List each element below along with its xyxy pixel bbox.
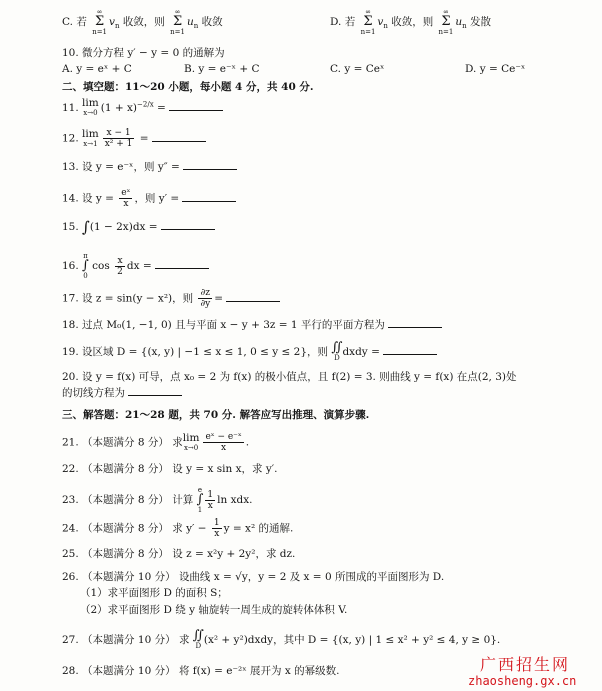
answer-blank [128, 386, 182, 396]
q19: 19. 设区域 D = {(x, y) | −1 ≤ x ≤ 1, 0 ≤ y ≤ 2}，则 ∬ D dxdy = [62, 342, 437, 362]
q23: 23. （本题满分 8 分） 计算 e ∫ 1 $\frac{1}{x}$ ln xdx. [62, 486, 253, 514]
sum-symbol: ∞ Σ n=1 [92, 8, 108, 36]
answer-blank [388, 318, 442, 328]
q16: 16. π ∫ 0 cos $\frac{x}{2}$ dx = [62, 252, 209, 280]
q26-part-1: （1）求平面图形 D 的面积 S； [80, 587, 228, 599]
q26: 26. （本题满分 10 分） 设曲线 x = √y，y = 2 及 x = 0 所围成的平面图形为 D. [62, 571, 445, 583]
q11: 11. lim x→0 $(1 + x)^{-2/x}$ = [62, 98, 223, 118]
q24: 24. （本题满分 8 分） 求 y′ − $\frac{1}{x}$ y = x² 的通解. [62, 518, 294, 539]
q10-options: A. y = eˣ + C B. y = e⁻ˣ + C C. y = Ceˣ D. y = Ce⁻ˣ [62, 63, 526, 75]
answer-blank [182, 192, 236, 202]
q15: 15. ∫(1 − 2x)dx = [62, 220, 215, 234]
q21: 21. （本题满分 8 分） 求 lim x→0 $\frac{\text{eˣ − e⁻ˣ}}{x}$ . [62, 431, 250, 453]
q27: 27. （本题满分 10 分） 求 ∬ D (x² + y²)dxdy，其中 D = {(x, y) | 1 ≤ x² + y² ≤ 4, y ≥ 0}. [62, 628, 501, 650]
q28: 28. （本题满分 10 分） 将 f(x) = e⁻²ˣ 展开为 x 的幂级数. [62, 665, 340, 677]
answer-blank [169, 101, 223, 111]
answer-blank [155, 259, 209, 269]
q25: 25. （本题满分 8 分） 设 z = x²y + 2y²，求 dz. [62, 548, 296, 560]
q9-option-d: D. 若 ∞ Σ n=1 $v_n$ 收敛，则 ∞ Σ n=1 $u_n$ 发散 [330, 8, 491, 36]
answer-blank [383, 345, 437, 355]
q9-option-c: C. 若 ∞ Σ n=1 $v_n$ 收敛，则 ∞ Σ n=1 $u_n$ 收敛 [62, 8, 223, 36]
q14: 14. 设 y = $\frac{\text{eˣ}}{x}$ ，则 y′ = [62, 188, 236, 209]
q26-part-2: （2）求平面图形 D 绕 y 轴旋转一周生成的旋转体体积 V. [80, 604, 348, 616]
section-2-heading: 二、填空题：11～20 小题，每小题 4 分，共 40 分. [62, 81, 314, 93]
q13: 13. 设 y = e⁻ˣ，则 y″ = [62, 160, 237, 174]
section-3-heading: 三、解答题：21～28 题，共 70 分. 解答应写出推理、演算步骤. [62, 409, 370, 421]
q18: 18. 过点 M₀(1, −1, 0) 且与平面 x − y + 3z = 1 平行的平面方程为 [62, 318, 442, 332]
watermark-cn: 广西招生网 [480, 655, 571, 674]
answer-blank [161, 220, 215, 230]
double-integral-symbol: ∬ [192, 628, 204, 643]
answer-blank [226, 292, 280, 302]
integral-symbol: ∫ [82, 258, 89, 273]
answer-blank [152, 132, 206, 142]
q17: 17. 设 z = sin(y − x²)，则 $\frac{\partial z}{\partial y}$ = [62, 288, 280, 309]
integral-symbol: ∫ [82, 218, 90, 236]
answer-blank [183, 160, 237, 170]
q10-stem: 10. 微分方程 y′ − y = 0 的通解为 [62, 47, 225, 59]
q20: 20. 设 y = f(x) 可导，点 x₀ = 2 为 f(x) 的极小值点，且 f(2) = 3. 则曲线 y = f(x) 在点(2, 3)处 [62, 371, 517, 383]
watermark-url: zhaosheng.gx.cn [468, 674, 577, 688]
double-integral-symbol: ∬ [331, 340, 343, 355]
q20-cont: 的切线方程为 [62, 386, 182, 400]
q22: 22. （本题满分 8 分） 设 y = x sin x，求 y′. [62, 463, 278, 475]
integral-symbol: ∫ [196, 492, 204, 507]
q12: 12. lim x→1 $\frac{x - 1}{\text{x² + 1}}$ = [62, 128, 206, 149]
